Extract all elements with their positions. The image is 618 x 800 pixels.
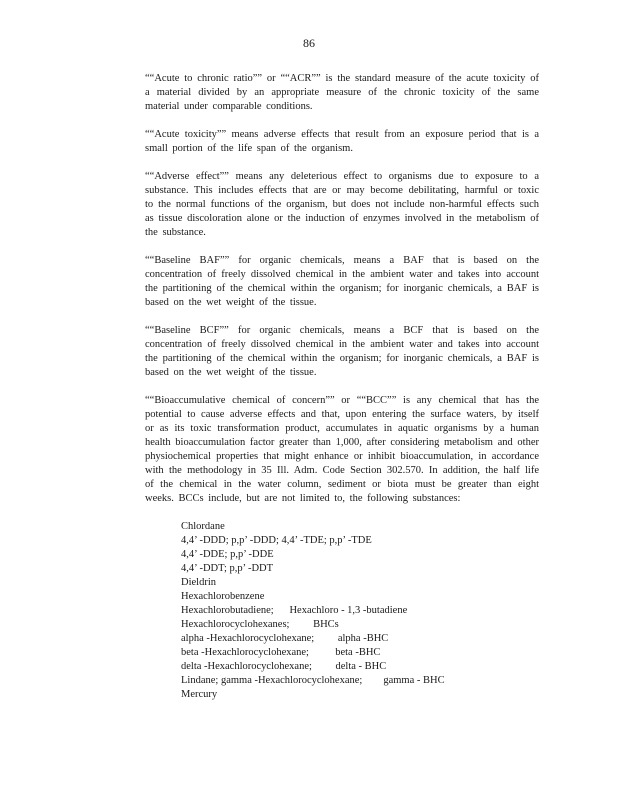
substance-item: Lindane; gamma -Hexachlorocyclohexane; gamma - BHC — [181, 675, 445, 686]
substance-item: 4,4’ -DDD; p,p’ -DDD; 4,4’ -TDE; p,p’ -TDE — [181, 535, 372, 546]
substance-item: 4,4’ -DDE; p,p’ -DDE — [181, 549, 274, 560]
substance-item: Chlordane — [181, 521, 225, 532]
substance-item: Mercury — [181, 689, 218, 700]
definitions-body — [145, 72, 539, 702]
substance-item: delta -Hexachlorocyclohexane; delta - BHC — [181, 661, 387, 672]
definition-acute-toxicity: ““Acute toxicity”” means adverse effects that result from an exposure period that is a small portion of the life span of the organism. — [145, 129, 539, 154]
bcc-substance-list — [181, 520, 539, 702]
definition-bcc: ““Bioaccumulative chemical of concern”” or ““BCC”” is any chemical that has the potential to cause adverse effects and that, upon entering the surface waters, by itself or as its toxic transformation product, accumulates in aquatic organisms by a human health bioaccumulation factor greater than 1,000, after considering metabolism and other physiochemical properties that might enhance or inhibit bioaccumulation, in accordance with the methodology in 35 Ill. Adm. Code Section 302.570. In addition, the half life of the chemical in the water column, sediment or biota must be greater than eight weeks. BCCs include, but are not limited to, the following substances: — [145, 395, 539, 504]
definition-acute-to-chronic-ratio: ““Acute to chronic ratio”” or ““ACR”” is the standard measure of the acute toxicity of a material divided by an appropriate measure of the chronic toxicity of the same material under comparable conditions. — [145, 73, 539, 112]
substance-item: Hexachlorocyclohexanes; BHCs — [181, 619, 339, 630]
definition-baseline-bcf: ““Baseline BCF”” for organic chemicals, means a BCF that is based on the concentration of freely dissolved chemical in the ambient water and takes into account the partitioning of the chemical within the organism; for inorganic chemicals, a BAF is based on the wet weight of the tissue. — [145, 325, 539, 378]
substance-item: Hexachlorobenzene — [181, 591, 265, 602]
definition-baseline-baf: ““Baseline BAF”” for organic chemicals, means a BAF that is based on the concentration of freely dissolved chemical in the ambient water and takes into account the partitioning of the chemical within the organism; for inorganic chemicals, a BAF is based on the wet weight of the tissue. — [145, 255, 539, 308]
substance-item: beta -Hexachlorocyclohexane; beta -BHC — [181, 647, 381, 658]
substance-item: Dieldrin — [181, 577, 216, 588]
page-number: 86 — [303, 36, 315, 50]
substance-item: Hexachlorobutadiene; Hexachloro - 1,3 -butadiene — [181, 605, 408, 616]
definition-adverse-effect: ““Adverse effect”” means any deleterious effect to organisms due to exposure to a substance. This includes effects that are or may become debilitating, harmful or toxic to the normal functions of the organism, but does not include non-harmful effects such as tissue discoloration alone or the induction of enzymes involved in the metabolism of the substance. — [145, 171, 539, 238]
substance-item: alpha -Hexachlorocyclohexane; alpha -BHC — [181, 633, 389, 644]
substance-item: 4,4’ -DDT; p,p’ -DDT — [181, 563, 274, 574]
